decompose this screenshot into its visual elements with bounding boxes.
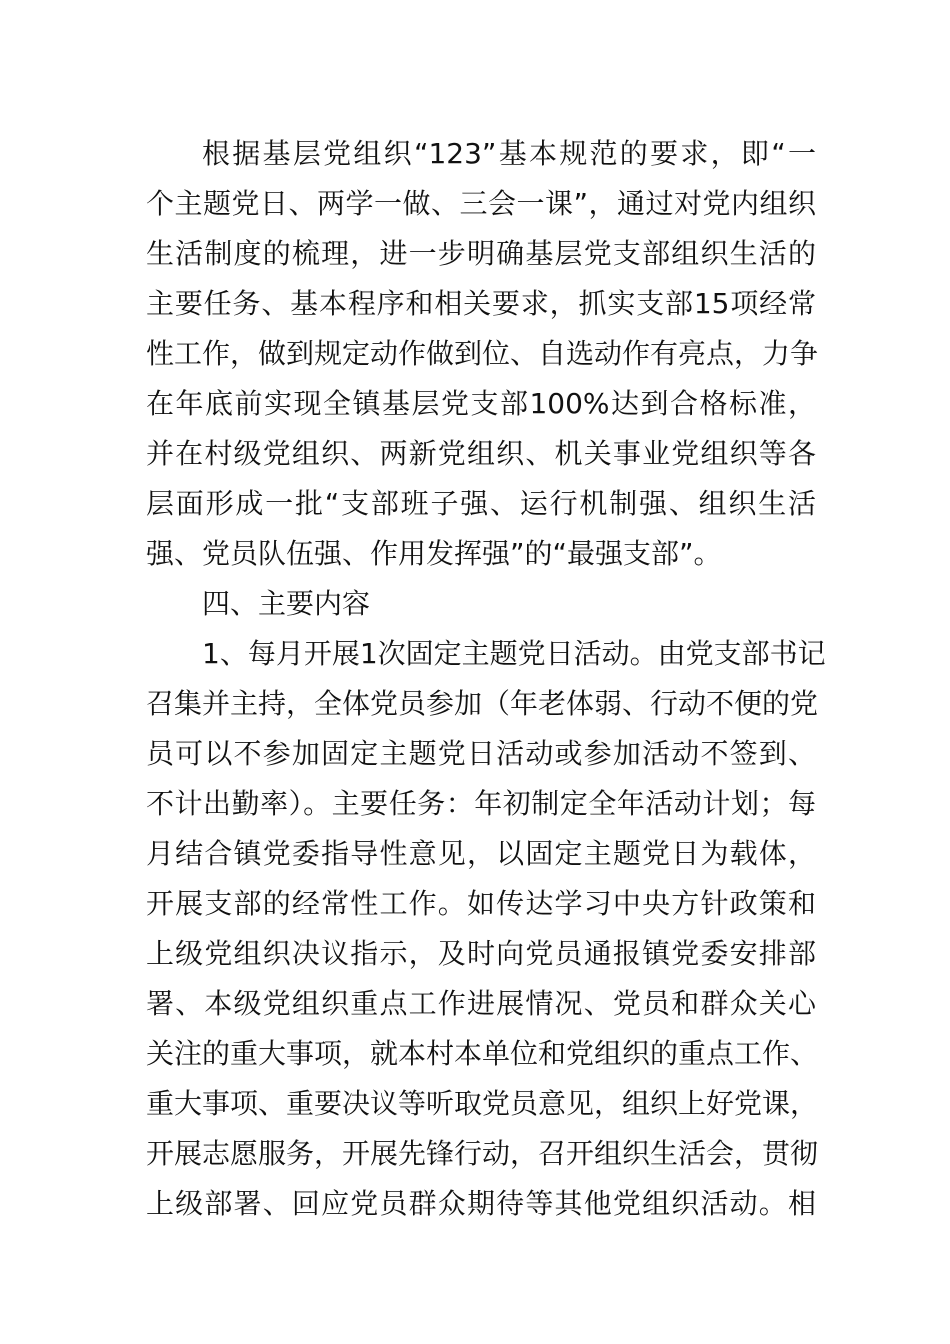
paragraph-1-line-7: 并在村级党组织、两新党组织、机关事业党组织等各 (146, 437, 816, 470)
paragraph-1-line-4: 主要任务、基本程序和相关要求，抓实支部15项经常 (146, 287, 816, 320)
paragraph-1-line-8: 层面形成一批“支部班子强、运行机制强、组织生活 (146, 487, 816, 520)
paragraph-2-line-10: 重大事项、重要决议等听取党员意见，组织上好党课， (146, 1087, 819, 1120)
paragraph-1-line-9: 强、党员队伍强、作用发挥强”的“最强支部”。 (146, 537, 722, 570)
paragraph-2-line-3: 员可以不参加固定主题党日活动或参加活动不签到、 (146, 737, 816, 770)
paragraph-2-line-7: 上级党组织决议指示，及时向党员通报镇党委安排部 (146, 937, 816, 970)
paragraph-2-line-6: 开展支部的经常性工作。如传达学习中央方针政策和 (146, 887, 816, 920)
paragraph-2-line-11: 开展志愿服务，开展先锋行动，召开组织生活会，贯彻 (146, 1137, 819, 1170)
paragraph-1-line-5: 性工作，做到规定动作做到位、自选动作有亮点，力争 (146, 337, 819, 370)
paragraph-2-line-2: 召集并主持，全体党员参加（年老体弱、行动不便的党 (146, 687, 819, 720)
paragraph-2-line-5: 月结合镇党委指导性意见，以固定主题党日为载体， (146, 837, 816, 870)
paragraph-2-line-8: 署、本级党组织重点工作进展情况、党员和群众关心 (146, 987, 816, 1020)
paragraph-1-line-1: 根据基层党组织“123”基本规范的要求，即“一 (202, 137, 816, 170)
paragraph-2-line-9: 关注的重大事项，就本村本单位和党组织的重点工作、 (146, 1037, 819, 1070)
paragraph-2-line-4: 不计出勤率）。主要任务：年初制定全年活动计划；每 (146, 787, 816, 820)
paragraph-1-line-6: 在年底前实现全镇基层党支部100%达到合格标准， (146, 387, 816, 420)
paragraph-1-line-2: 个主题党日、两学一做、三会一课”，通过对党内组织 (146, 187, 816, 220)
paragraph-2-line-12: 上级部署、回应党员群众期待等其他党组织活动。相 (146, 1187, 816, 1220)
document-body (146, 129, 826, 1229)
paragraph-2-line-1: 1、每月开展1次固定主题党日活动。由党支部书记 (202, 637, 826, 670)
section-heading: 四、主要内容 (202, 587, 371, 620)
paragraph-1-line-3: 生活制度的梳理，进一步明确基层党支部组织生活的 (146, 237, 816, 270)
